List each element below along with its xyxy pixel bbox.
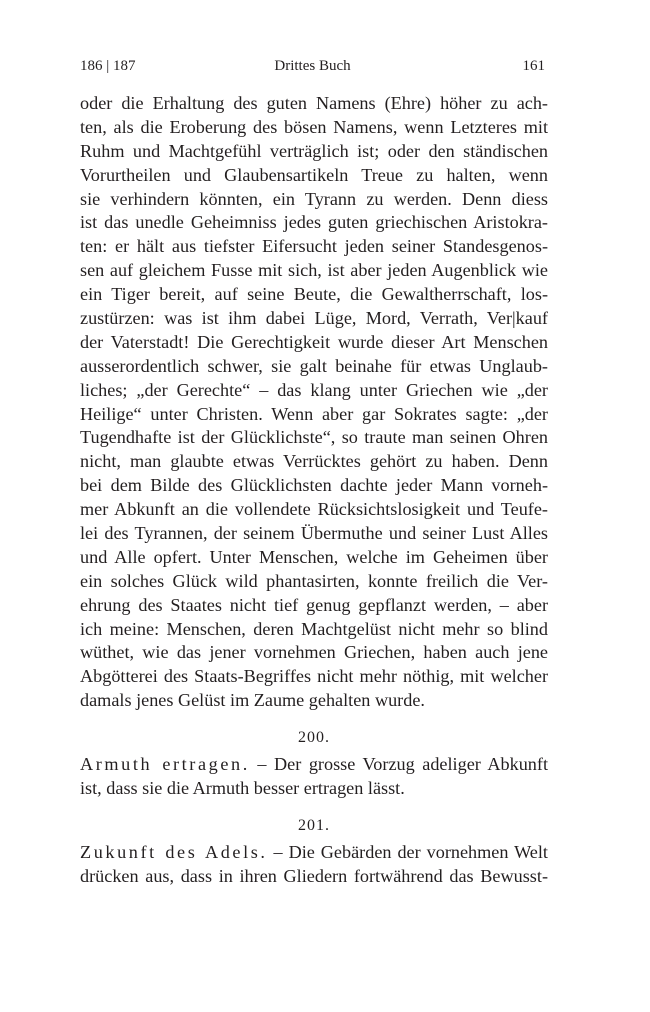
page-range: 186 | 187 [80,58,136,74]
text-line: ein solches Glück wild phantasirten, konnte freilich die Ver- [80,570,548,591]
text-line: liches; „der Gerechte“ – das klang unter Griechen wie „der [80,379,548,400]
text-line: damals jenes Gelüst im Zaume gehalten wurde. [80,690,425,711]
text-line: Abgötterei des Staats-Begriffes nicht mehr nöthig, mit welcher [80,666,548,687]
text-line: lei des Tyrannen, der seinem Übermuthe und seiner Lust Alles [80,523,548,544]
aphorism-200-line [80,753,548,777]
page-number: 161 [522,58,545,74]
aphorism-title: Armuth ertragen. [80,754,250,775]
text-line: sen auf gleichem Fusse mit sich, ist aber jeden Augenblick wie [80,260,548,281]
book-title: Drittes Buch [274,58,351,74]
page-body [80,92,548,889]
text-line: ich meine: Menschen, deren Machtgelüst nicht mehr so blind [80,618,548,639]
text-line: drücken aus, dass in ihren Gliedern fortwährend das Bewusst- [80,865,548,886]
text-line: wüthet, wie das jener vornehmen Griechen, haben auch jene [80,642,548,663]
text-line: ein Tiger bereit, auf seine Beute, die Gewaltherrschaft, los- [80,284,548,305]
text-line: Vorurtheilen und Glaubensartikeln Treue zu halten, wenn [80,164,548,185]
aphorism-text: – Die Gebärden der vornehmen Welt [267,841,548,862]
text-line: ausserordentlich schwer, sie galt beinahe für etwas Unglaub- [80,355,548,376]
text-line: ist, dass sie die Armuth besser ertragen lässt. [80,778,405,799]
text-line: ten, als die Eroberung des bösen Namens, wenn Letzteres mit [80,116,548,137]
text-line: zustürzen: was ist ihm dabei Lüge, Mord, Verrath, Ver|kauf [80,308,548,329]
paragraph-199-end [80,92,548,713]
text-line: Heilige“ unter Christen. Wenn aber gar Sokrates sagte: „der [80,403,548,424]
text-line: bei dem Bilde des Glücklichsten dachte jeder Mann vorneh- [80,475,548,496]
text-line: Ruhm und Machtgefühl verträglich ist; oder den ständischen [80,140,548,161]
text-line: sie verhindern könnten, ein Tyrann zu werden. Denn diess [80,188,548,209]
text-line: oder die Erhaltung des guten Namens (Ehre) höher zu ach- [80,93,548,113]
text-line: Tugendhafte ist der Glücklichste“, so traute man seinen Ohren [80,427,548,448]
text-line: ist das unedle Geheimniss jedes guten griechischen Aristokra- [80,212,548,233]
aphorism-title: Zukunft des Adels. [80,841,268,862]
running-header [80,58,545,78]
text-line: nicht, man glaubte etwas Verrücktes gehört zu haben. Denn [80,451,548,472]
section-number-200: 200. [298,729,330,747]
text-line: ehrung des Staates nicht tief genug gepflanzt werden, – aber [80,594,548,615]
section-number-201: 201. [298,816,330,834]
text-line: der Vaterstadt! Die Gerechtigkeit wurde dieser Art Menschen [80,331,548,352]
text-line: mer Abkunft an die vollendete Rücksichtslosigkeit und Teufe- [80,499,548,520]
aphorism-201-line [80,841,548,865]
text-line: ten: er hält aus tiefster Eifersucht jeden seiner Standesgenos- [80,236,548,257]
text-line: und Alle opfert. Unter Menschen, welche im Geheimen über [80,546,548,567]
aphorism-text: – Der grosse Vorzug adeliger Abkunft [249,754,548,775]
